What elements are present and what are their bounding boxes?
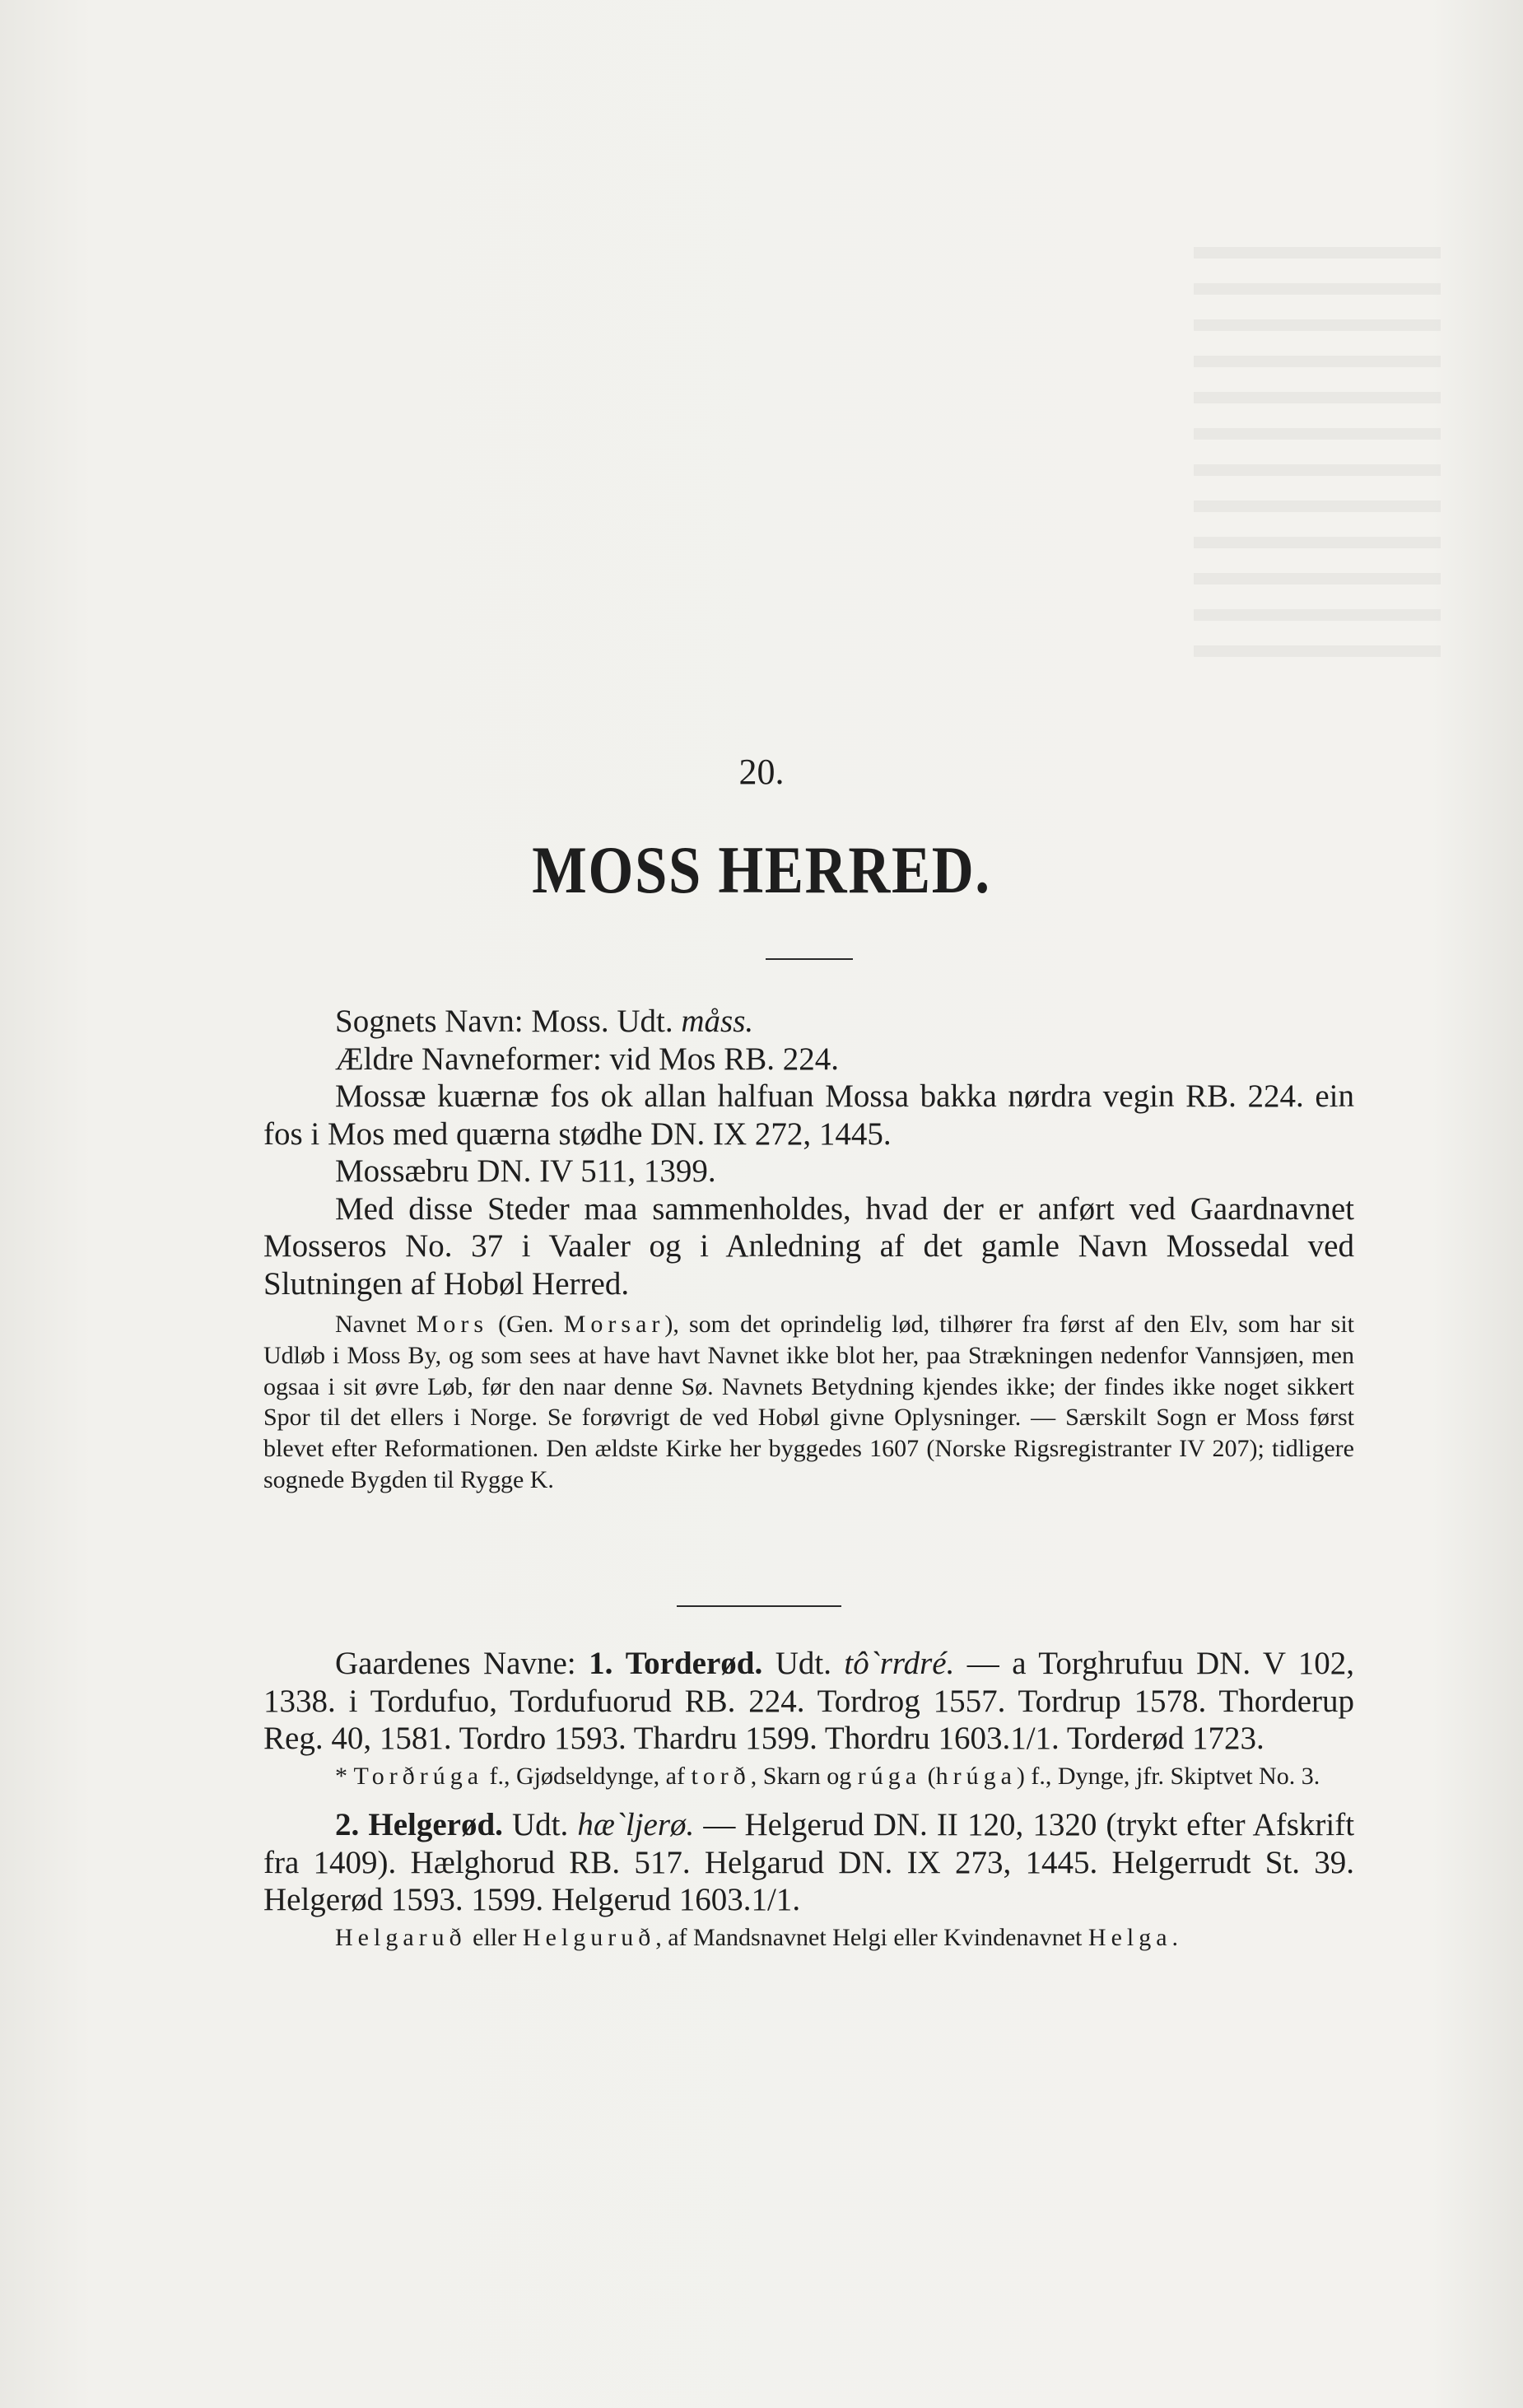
spaced-word: Morsar [563, 1311, 665, 1338]
spaced-word: Torðrúga [353, 1762, 484, 1790]
pronunciation: tô`rrdré. [844, 1646, 955, 1681]
note-text: ( [927, 1762, 936, 1790]
sognets-navn-line [263, 1003, 1354, 1041]
spaced-word: Mors [416, 1311, 489, 1338]
note-text: f., Gjødseldynge, af [489, 1762, 685, 1790]
note-text: , Skarn og [750, 1762, 852, 1790]
note-text: eller [473, 1923, 517, 1951]
med-disse-paragraph: Med disse Steder maa sammenholdes, hvad der er anført ved Gaardnavnet Mosseros No. 37 i Vaaler og i Anledning af det gamle Navn Mossedal ved Slutningen af Hobøl Herred. [263, 1190, 1354, 1302]
farm-number: 2. [335, 1807, 360, 1843]
spaced-word: torð [691, 1762, 751, 1790]
chapter-title: MOSS HERRED. [532, 832, 991, 907]
eldre-line [263, 1041, 1354, 1078]
farm-text: — Helgerud DN. II 120, 1320 (trykt efter Afskrift fra 1409). Hælghorud RB. 517. Helgarud DN. IX 273, 1445. Helgerrudt St. 39. Helgerød 1593. 1599. Helgerud 1603. [263, 1807, 1355, 1918]
mossae-paragraph: Mossæ kuærnæ fos ok allan halfuan Mossa bakka nørdra vegin RB. 224. ein fos i Mos med quærna stødhe DN. IX 272, 1445. [263, 1078, 1354, 1152]
farm-note-2 [263, 1922, 1354, 1954]
spaced-word: Helga [1088, 1923, 1172, 1951]
note-text: ), som det oprindelig lød, tilhører fra først af den Elv, som har sit Udløb i Moss By, og som sees at have havt Navnet ikke blot her, paa Strækningen nedenfor Vannsjøen, men ogsaa i sit øvre Løb, før den naar denne Sø. Navnets Betydning kjendes ikke; der findes ikke noget sikkert Spor til det ellers i Norge. Se forøvrigt de ved Hobøl givne Oplysninger. — Særskilt Sogn er Moss først blevet efter Reformationen. Den ældste Kirke her byggedes 1607 (Norske Rigsregistranter IV 207); tidligere sognede Bygden til Rygge K. [263, 1311, 1354, 1493]
farms-section [263, 1645, 1354, 1954]
eldre-text: vid Mos RB. 224. [609, 1041, 840, 1077]
note-text: , af Mandsnavnet Helgi eller Kvindenavnet [655, 1923, 1083, 1951]
spaced-word: hrúga [935, 1762, 1017, 1790]
farm-number: 1. [589, 1646, 613, 1681]
note-text: Navnet [335, 1311, 407, 1338]
farm-text-tail: . Torderød 1723. [1051, 1721, 1265, 1756]
udt-label: Udt. [512, 1807, 569, 1843]
sognets-navn-label: Sognets Navn: [335, 1004, 524, 1039]
pronunciation: måss. [681, 1004, 754, 1039]
title-rule [766, 958, 853, 960]
farm-name: Helgerød. [368, 1807, 503, 1843]
udt-label: Udt. [617, 1004, 673, 1039]
farm-text: — a Torghrufuu DN. V 102, 1338. i Tordufuo, Tordufuorud RB. 224. Tordrog 1557. Tordrup 1578. Thorderup Reg. 40, 1581. Tordro 1593. Thardru 1599. Thordru 1603. [263, 1646, 1355, 1756]
intro-section [263, 1003, 1354, 1496]
intro-note [263, 1309, 1354, 1496]
farm-entry-2 [263, 1806, 1354, 1919]
spaced-word: Helgaruð [335, 1923, 467, 1951]
pronunciation: hæ`ljerø. [577, 1807, 695, 1843]
note-text: ) f., Dynge, jfr. Skiptvet No. 3. [1016, 1762, 1320, 1790]
bleed-through-shadow [1194, 247, 1441, 675]
spaced-word: rúga [857, 1762, 922, 1790]
farms-label: Gaardenes Navne: [335, 1646, 576, 1681]
note-text: (Gen. [498, 1311, 554, 1338]
farm-note-1 [263, 1761, 1354, 1792]
page-number: 20. [738, 752, 785, 792]
asterisk: * [335, 1762, 347, 1790]
note-text: . [1171, 1923, 1179, 1951]
fraction: 1/1 [751, 1882, 793, 1918]
udt-label: Udt. [775, 1646, 831, 1681]
farm-name: Torderød. [625, 1646, 763, 1681]
section-rule [677, 1605, 841, 1607]
mossaebru-line: Mossæbru DN. IV 511, 1399. [335, 1153, 716, 1189]
farm-text-tail: . [792, 1882, 801, 1918]
parish-name: Moss. [531, 1004, 609, 1039]
fraction: 1/1 [1010, 1721, 1052, 1756]
spaced-word: Helguruð [522, 1923, 656, 1951]
farm-entry-1 [263, 1645, 1354, 1758]
eldre-label: Ældre Navneformer: [335, 1041, 602, 1077]
